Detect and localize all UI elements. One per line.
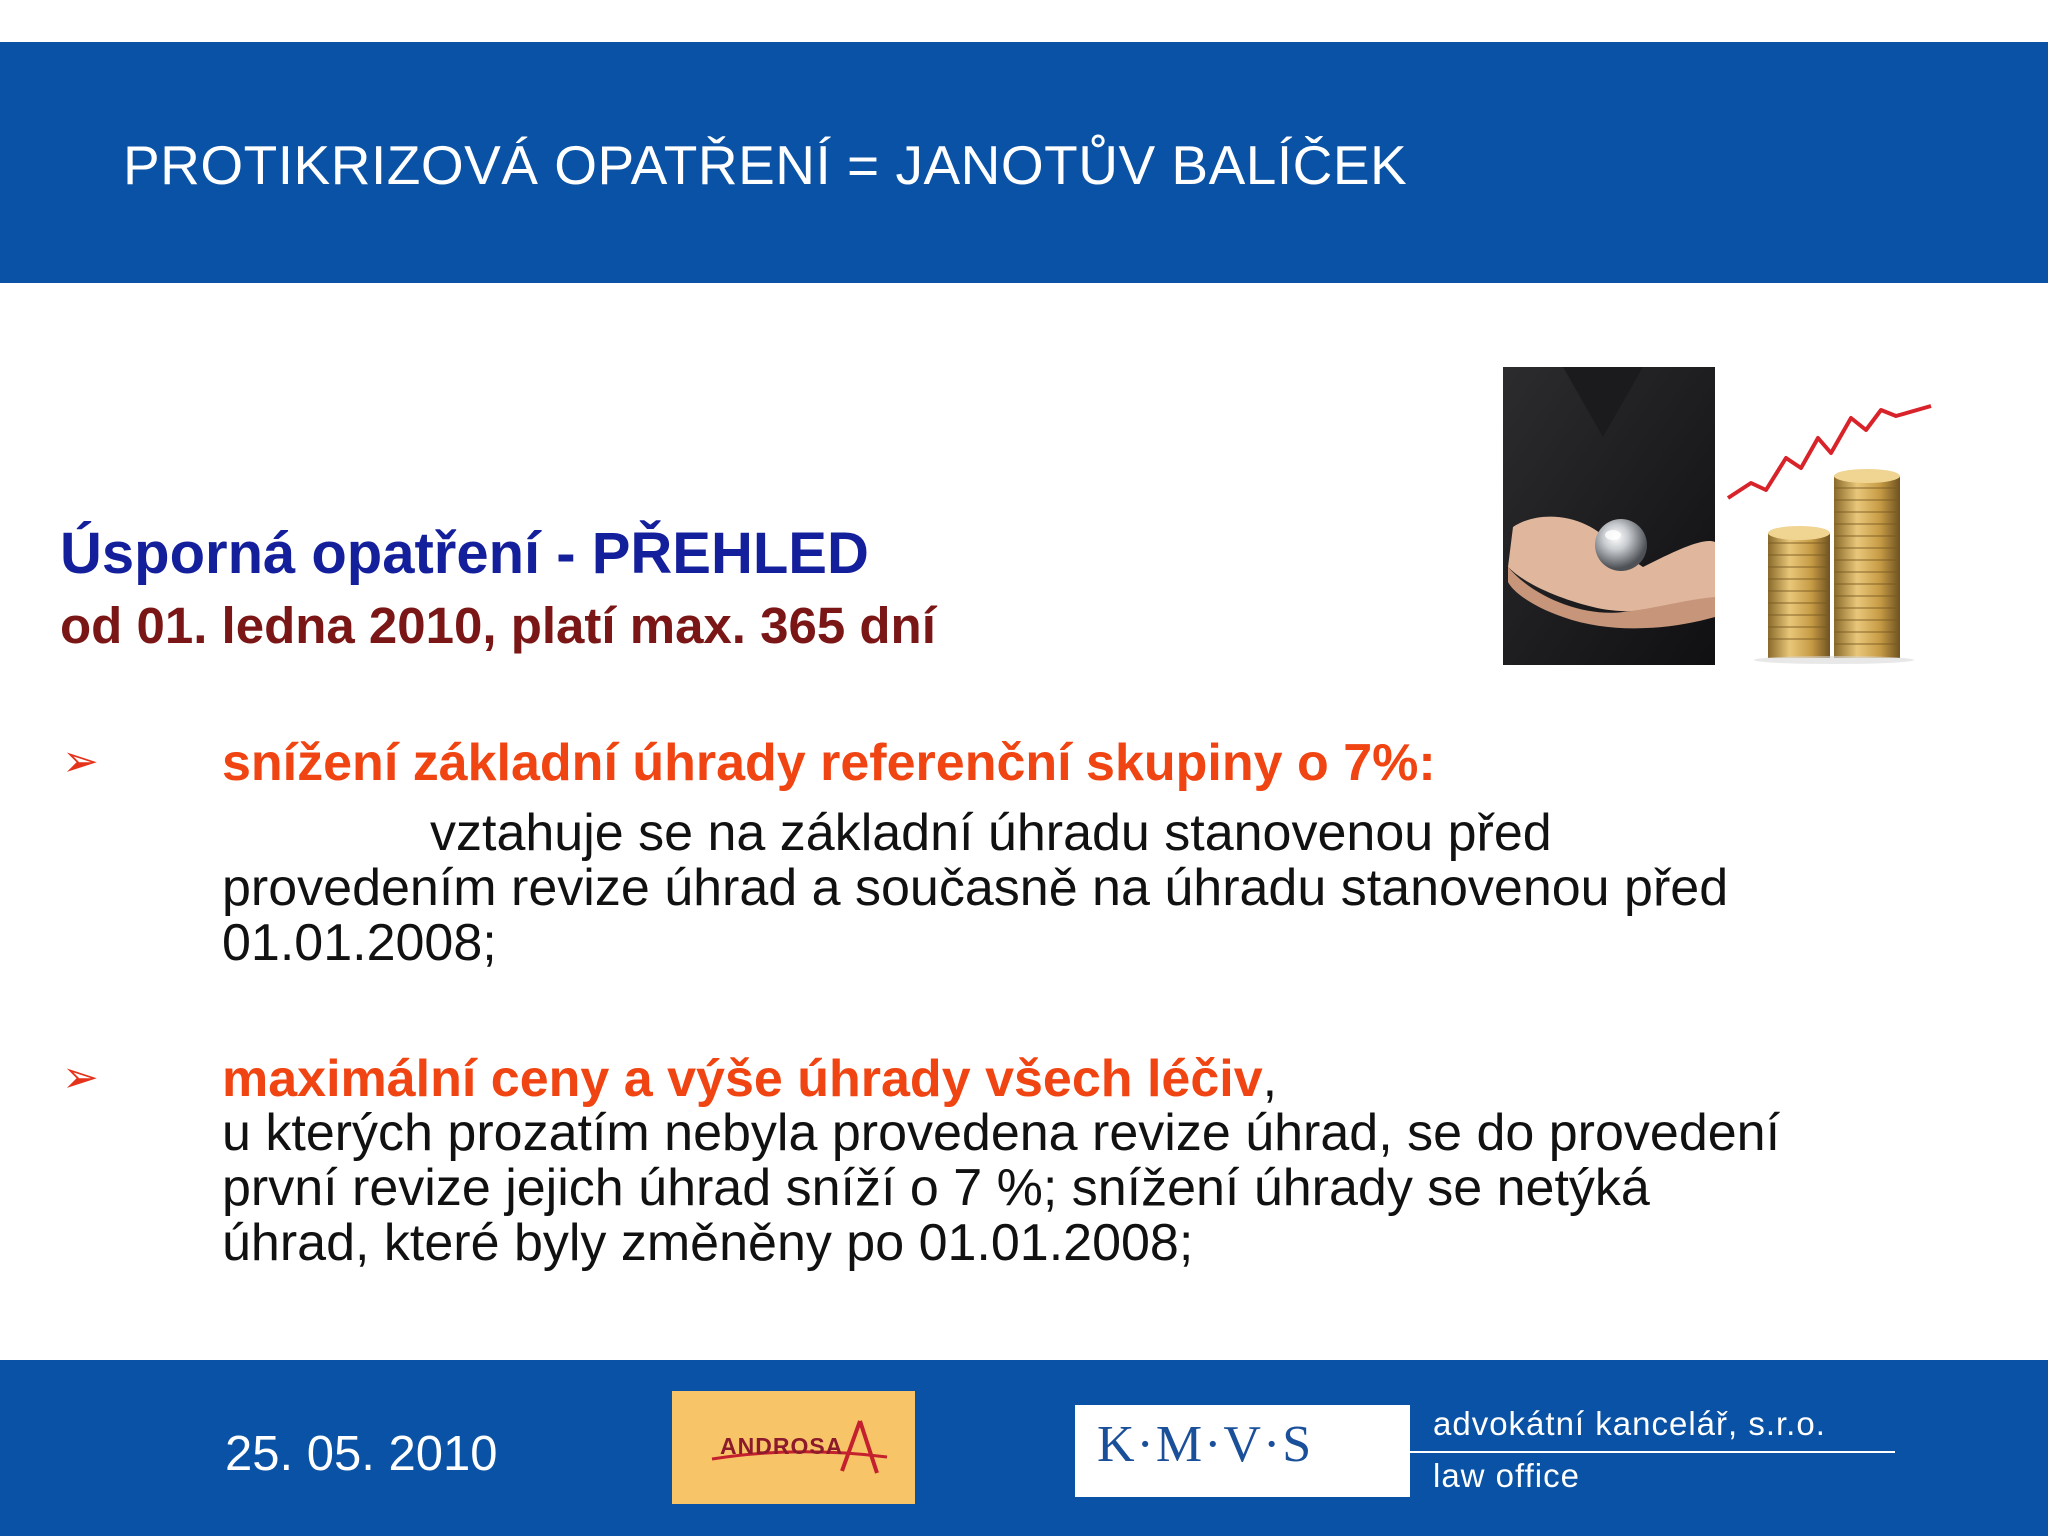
andros-logo	[672, 1391, 915, 1504]
footer-date: 25. 05. 2010	[225, 1427, 498, 1481]
coin-stack-left	[1768, 526, 1830, 658]
coin-stack-right	[1834, 469, 1900, 658]
section-heading: Úsporná opatření - PŘEHLED	[60, 521, 869, 586]
section-subheading: od 01. ledna 2010, platí max. 365 dní	[60, 597, 936, 654]
bullet-2-line-3: úhrad, které byly změněny po 01.01.2008;	[222, 1214, 1194, 1272]
bullet-arrow-icon: ➢	[62, 737, 99, 786]
kmvs-firm-subtitle: law office	[1433, 1457, 1580, 1494]
kmvs-firm-name: advokátní kancelář, s.r.o.	[1433, 1405, 1826, 1442]
bullet-title-2	[222, 1049, 1277, 1109]
bullet-title-2-comma: ,	[1262, 1050, 1278, 1108]
bullet-title-2-text: maximální ceny a výše úhrady všech léčiv	[222, 1050, 1263, 1108]
coins-chart-photo	[1726, 398, 1936, 665]
kmvs-logo-box	[1075, 1405, 1410, 1497]
bullet-2-line-1: u kterých prozatím nebyla provedena revize úhrad, se do provedení	[222, 1104, 1781, 1162]
hands-globe-photo	[1503, 367, 1715, 665]
bullet-title-1: snížení základní úhrady referenční skupiny o 7%:	[222, 734, 1436, 792]
andros-logo-text: ANDROSA	[720, 1433, 844, 1459]
kmvs-logo-rule	[1410, 1451, 1895, 1453]
bullet-arrow-icon: ➢	[62, 1053, 99, 1102]
bullet-1-line-3: 01.01.2008;	[222, 914, 497, 972]
bullet-2-line-2: první revize jejich úhrad sníží o 7 %; snížení úhrady se netýká	[222, 1159, 1650, 1217]
kmvs-logo	[1075, 1405, 1895, 1497]
bullet-1-line-1: vztahuje se na základní úhradu stanovenou před	[430, 804, 1552, 862]
kmvs-logo-letters: K·M·V·S	[1097, 1416, 1314, 1473]
bullet-1-line-2: provedením revize úhrad a současně na úhradu stanovenou před	[222, 859, 1729, 917]
slide-title: PROTIKRIZOVÁ OPATŘENÍ = JANOTŮV BALÍČEK	[123, 134, 1408, 196]
